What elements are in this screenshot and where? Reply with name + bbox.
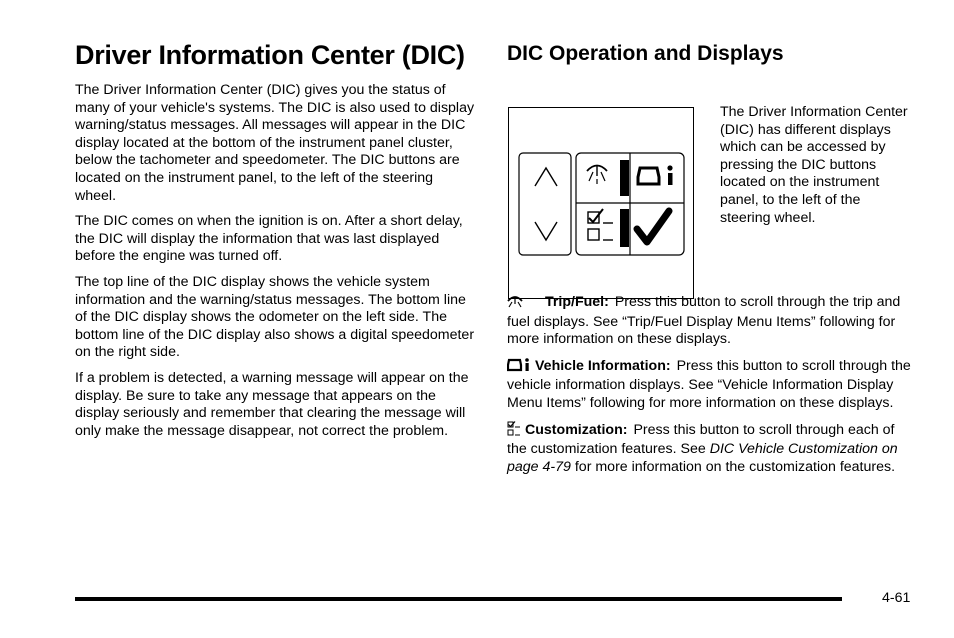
figure-caption: The Driver Information Center (DIC) has different displays which can be accessed by pressing the DIC buttons located on the instrument panel, to the left of the steering wheel. — [720, 104, 908, 226]
footer-rule — [75, 597, 842, 601]
customization-label: Customization: — [525, 421, 628, 438]
customization-text-before: Press this button to scroll through each of the customization features. See — [507, 421, 895, 458]
customization-text-after: for more information on the customization features. — [574, 458, 896, 475]
down-arrow-icon — [535, 222, 557, 240]
vehicle-information-label: Vehicle Information: — [535, 357, 671, 374]
customization-icon — [507, 421, 521, 442]
right-column — [507, 40, 917, 475]
vehicle-information-item — [507, 357, 917, 413]
customization-page-link[interactable]: DIC Vehicle Customization on page 4-79 — [507, 441, 898, 475]
warning-paragraph: If a problem is detected, a warning message will appear on the display. Be sure to take any message that appears on the display seriously and remember that clearing the message will only make the message disappear, not correct the problem. — [75, 369, 469, 439]
section-heading: DIC Operation and Displays — [507, 42, 784, 65]
vehicle-information-icon[interactable] — [638, 165, 673, 185]
trip-fuel-item — [507, 294, 917, 349]
ignition-paragraph: The DIC comes on when the ignition is on. After a short delay, the DIC will display the information that was last displayed before the engine was turned off. — [75, 213, 463, 265]
display-lines-paragraph: The top line of the DIC display shows the vehicle system information and the warning/status messages. The bottom line of the DIC display shows the odometer on the left side. The bottom line of the DIC display also shows a digital speedometer on the right side. — [75, 273, 475, 361]
trip-fuel-icon[interactable] — [587, 165, 607, 184]
trip-fuel-text: Press this button to scroll through the trip and fuel displays. See “Trip/Fuel Display Menu Items” following for more information on these displays. — [507, 294, 901, 348]
dic-button-panel — [508, 107, 694, 299]
checkmark-icon[interactable] — [637, 211, 669, 242]
vehicle-information-text: Press this button to scroll through the vehicle information displays. See “Vehicle Information Display Menu Items” following for more information on these displays. — [507, 357, 911, 411]
customization-item — [507, 421, 917, 477]
trip-fuel-icon — [507, 294, 541, 314]
customization-icon[interactable] — [588, 209, 613, 240]
intro-paragraph: The Driver Information Center (DIC) gives you the status of many of your vehicle's systems. The DIC is also used to display warning/status messages. All messages will appear in the DIC display located at the bottom of the instrument panel cluster, below the tachometer and speedometer. The DIC buttons are located on the instrument panel, to the left of the steering wheel. — [75, 82, 475, 204]
trip-fuel-label: Trip/Fuel: — [545, 294, 609, 310]
dic-figure — [507, 78, 917, 318]
up-arrow-icon — [535, 168, 557, 186]
page-number: 4-61 — [882, 590, 911, 606]
left-column — [75, 38, 477, 448]
vehicle-information-icon — [507, 357, 531, 378]
page-title: Driver Information Center (DIC) — [75, 40, 465, 70]
